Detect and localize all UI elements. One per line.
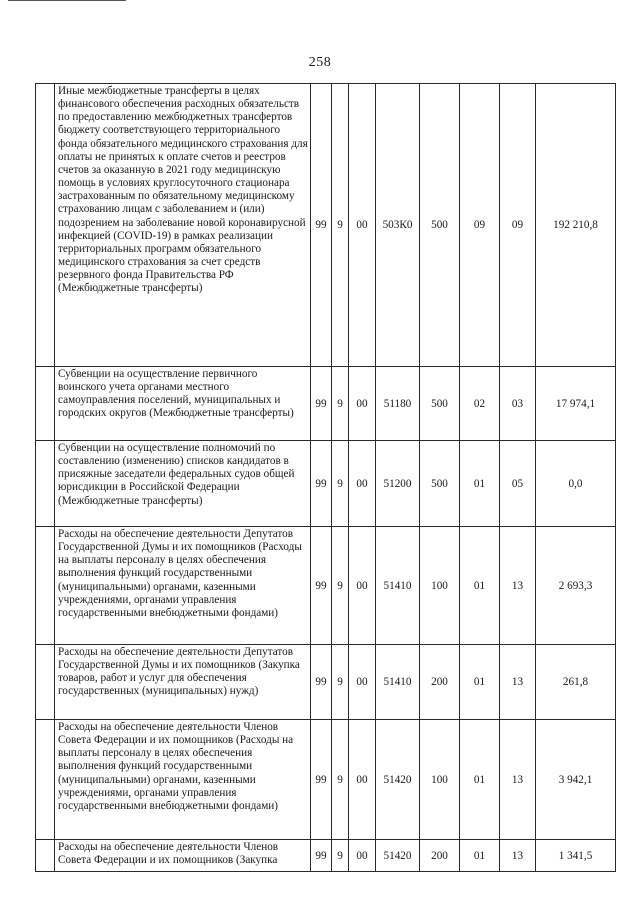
activity-code: 00: [349, 84, 376, 367]
page-number: 258: [308, 55, 332, 70]
row-description: Субвенции на осуществление полномочий по составлению (изменению) списков кандидатов в присяжные заседатели федеральных судов общей юрисдикции в Российской Федерации (Межбюджетные трансферты): [55, 441, 311, 527]
subsection-code: 05: [500, 441, 536, 527]
program-code: 99: [311, 645, 332, 720]
amount: 2 693,3: [536, 527, 616, 645]
program-code: 99: [311, 527, 332, 645]
row-spacer-cell: [36, 84, 55, 367]
row-description: Расходы на обеспечение деятельности Депутатов Государственной Думы и их помощников (Закупка товаров, работ и услуг для обеспечения государственных (муниципальных) нужд): [55, 645, 311, 720]
program-code: 99: [311, 84, 332, 367]
subsection-code: 13: [500, 645, 536, 720]
direction-code: 51180: [376, 367, 420, 441]
row-description: Расходы на обеспечение деятельности Депутатов Государственной Думы и их помощников (Расходы на выплаты персоналу в целях обеспечения выполнения функций государственными (муниципальными) органами, казенными учреждениями, органами управления государственными внебюджетными фондами): [55, 527, 311, 645]
table-row: [36, 645, 616, 720]
header-rule: [8, 0, 126, 1]
row-description: Субвенции на осуществление первичного воинского учета органами местного самоуправления поселений, муниципальных и городских округов (Межбюджетные трансферты): [55, 367, 311, 441]
section-code: 01: [460, 645, 500, 720]
subprogram-code: 9: [332, 527, 349, 645]
direction-code: 51420: [376, 840, 420, 872]
amount: 0,0: [536, 441, 616, 527]
amount: 3 942,1: [536, 720, 616, 840]
row-description: Иные межбюджетные трансферты в целях финансового обеспечения расходных обязательств по предоставлению межбюджетных трансфертов бюджету соответствующего территориального фонда обязательного медицинского страхования для оплаты не принятых к оплате счетов и реестров счетов за оказанную в 2021 году медицинскую помощь в условиях круглосуточного стационара застрахованным по обязательному медицинскому страхованию лицам с заболеванием и (или) подозрением на заболевание новой коронавирусной инфекцией (COVID-19) в рамках реализации территориальных программ обязательного медицинского страхования за счет средств резервного фонда Правительства РФ (Межбюджетные трансферты): [55, 84, 311, 367]
program-code: 99: [311, 840, 332, 872]
program-code: 99: [311, 720, 332, 840]
section-code: 01: [460, 441, 500, 527]
table-row: [36, 720, 616, 840]
direction-code: 51410: [376, 645, 420, 720]
subsection-code: 13: [500, 527, 536, 645]
row-spacer-cell: [36, 527, 55, 645]
table-row: [36, 441, 616, 527]
table-row: [36, 84, 616, 367]
section-code: 01: [460, 840, 500, 872]
amount: 192 210,8: [536, 84, 616, 367]
subprogram-code: 9: [332, 367, 349, 441]
section-code: 02: [460, 367, 500, 441]
section-code: 01: [460, 527, 500, 645]
expense-type-code: 200: [420, 645, 460, 720]
activity-code: 00: [349, 720, 376, 840]
amount: 17 974,1: [536, 367, 616, 441]
subprogram-code: 9: [332, 840, 349, 872]
row-spacer-cell: [36, 441, 55, 527]
section-code: 01: [460, 720, 500, 840]
table-row: [36, 367, 616, 441]
row-description: Расходы на обеспечение деятельности Членов Совета Федерации и их помощников (Закупка: [55, 840, 311, 872]
activity-code: 00: [349, 527, 376, 645]
activity-code: 00: [349, 441, 376, 527]
section-code: 09: [460, 84, 500, 367]
amount: 1 341,5: [536, 840, 616, 872]
subsection-code: 13: [500, 720, 536, 840]
direction-code: 51410: [376, 527, 420, 645]
activity-code: 00: [349, 645, 376, 720]
expense-type-code: 200: [420, 840, 460, 872]
row-spacer-cell: [36, 720, 55, 840]
row-spacer-cell: [36, 840, 55, 872]
expense-type-code: 100: [420, 527, 460, 645]
expense-type-code: 100: [420, 720, 460, 840]
row-description: Расходы на обеспечение деятельности Членов Совета Федерации и их помощников (Расходы на выплаты персоналу в целях обеспечения выполнения функций государственными (муниципальными) органами, казенными учреждениями, органами управления государственными внебюджетными фондами): [55, 720, 311, 840]
direction-code: 503К0: [376, 84, 420, 367]
direction-code: 51420: [376, 720, 420, 840]
row-spacer-cell: [36, 367, 55, 441]
subsection-code: 09: [500, 84, 536, 367]
program-code: 99: [311, 367, 332, 441]
table-row: [36, 527, 616, 645]
expense-type-code: 500: [420, 367, 460, 441]
subsection-code: 13: [500, 840, 536, 872]
subprogram-code: 9: [332, 84, 349, 367]
subprogram-code: 9: [332, 645, 349, 720]
table-row: [36, 840, 616, 872]
program-code: 99: [311, 441, 332, 527]
expense-type-code: 500: [420, 441, 460, 527]
activity-code: 00: [349, 367, 376, 441]
direction-code: 51200: [376, 441, 420, 527]
subsection-code: 03: [500, 367, 536, 441]
budget-table: [35, 83, 616, 872]
activity-code: 00: [349, 840, 376, 872]
row-spacer-cell: [36, 645, 55, 720]
amount: 261,8: [536, 645, 616, 720]
subprogram-code: 9: [332, 441, 349, 527]
expense-type-code: 500: [420, 84, 460, 367]
subprogram-code: 9: [332, 720, 349, 840]
